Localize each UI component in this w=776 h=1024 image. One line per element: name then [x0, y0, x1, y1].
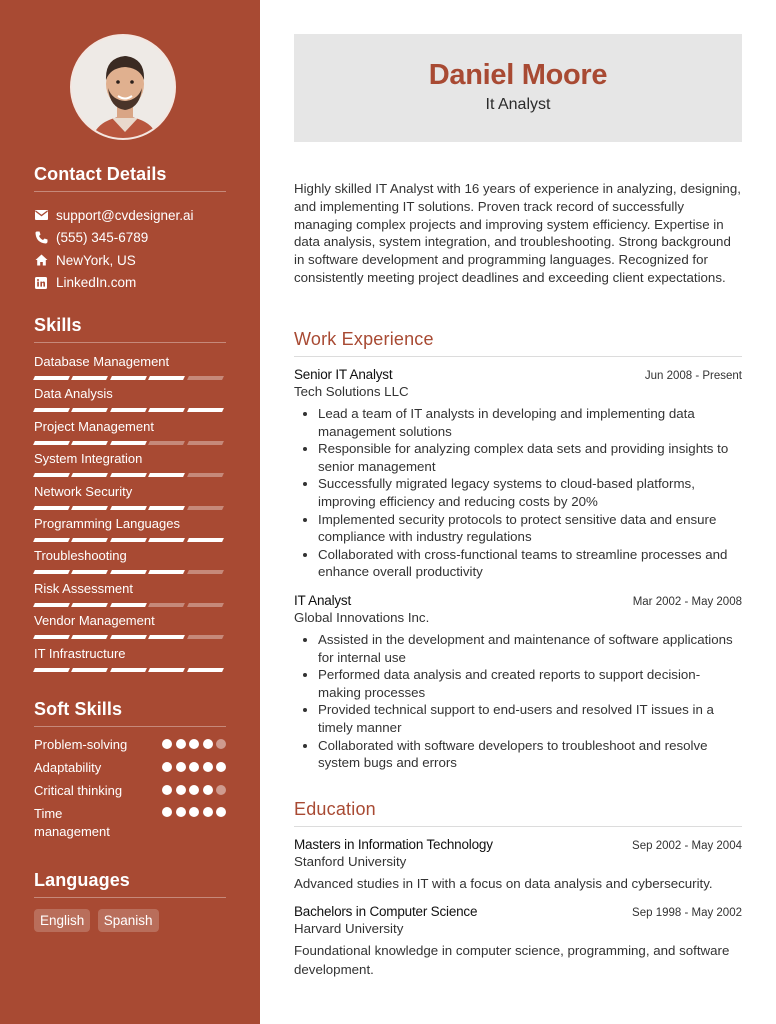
job-title: It Analyst [485, 96, 551, 113]
profile-photo-icon [72, 36, 176, 140]
skill-level-segment [33, 376, 70, 380]
job-dates: Mar 2002 - May 2008 [632, 596, 742, 608]
job-bullet: • Collaborated with software developers to troubleshoot and resolve system bugs and errors [318, 737, 742, 772]
education-dates: Sep 2002 - May 2004 [632, 840, 742, 852]
skill-item [34, 548, 226, 580]
skill-item [34, 484, 226, 516]
rating-dots [162, 783, 226, 806]
language-pill-english: English [34, 909, 90, 932]
skill-level-segment [148, 408, 185, 412]
job-company: Global Innovations Inc. [294, 610, 430, 625]
job-bullet: • Successfully migrated legacy systems to cloud-based platforms, improving efficiency and reducing costs by 20% [318, 475, 742, 510]
rating-dot [189, 762, 199, 772]
linkedin-icon [34, 276, 48, 290]
header-box [294, 34, 742, 142]
skill-label: Vendor Management [34, 613, 155, 629]
job-company: Tech Solutions LLC [294, 384, 409, 399]
skill-level-segment [110, 603, 147, 607]
skill-level-segment [110, 570, 147, 574]
skill-item [34, 386, 226, 418]
skill-level-segment [110, 441, 147, 445]
skill-level-segment [110, 635, 147, 639]
contact-email-text: support@cvdesigner.ai [56, 207, 194, 223]
skill-level-segment [148, 441, 185, 445]
skill-level-segment [187, 473, 224, 477]
skill-level-segment [187, 441, 224, 445]
rating-dot [162, 739, 172, 749]
skill-level-segment [148, 668, 185, 672]
soft-skill-item [34, 805, 226, 845]
soft-skill-label: Adaptability [34, 760, 102, 775]
skill-item [34, 613, 226, 645]
rating-dot [203, 762, 213, 772]
summary-text: Highly skilled IT Analyst with 16 years of experience in analyzing, designing, and implementing IT solutions. Proven track record of successfully managing complex projects and improving system efficiency. Expertise in data analysis, system integration, and troubleshooting. Strong background in software development and programming languages. Recognized for consistently meeting project deadlines and exceeding client expectations. [294, 181, 741, 285]
rating-dot [176, 785, 186, 795]
soft-skill-label: Time management [34, 806, 110, 839]
skill-level-bar [34, 408, 223, 412]
language-pill-spanish: Spanish [98, 909, 159, 932]
skill-level-segment [148, 538, 185, 542]
skill-level-segment [33, 506, 70, 510]
job-bullet: • Responsible for analyzing complex data sets and providing insights to senior management [318, 440, 742, 475]
rating-dot [189, 807, 199, 817]
avatar [70, 34, 176, 140]
rating-dot [203, 807, 213, 817]
home-icon [34, 253, 48, 267]
skill-level-segment [33, 603, 70, 607]
soft-skill-label: Problem-solving [34, 737, 128, 752]
rating-dot [216, 739, 226, 749]
skill-level-segment [33, 538, 70, 542]
skill-level-segment [110, 668, 147, 672]
skill-label: IT Infrastructure [34, 645, 126, 661]
skill-level-bar [34, 603, 223, 607]
rating-dots [162, 737, 226, 760]
skill-level-bar [34, 506, 223, 510]
job-bullets [294, 405, 742, 581]
contact-phone-text: (555) 345-6789 [56, 230, 149, 246]
education-degree: Masters in Information Technology [294, 837, 493, 852]
rating-dot [203, 739, 213, 749]
rating-dots [162, 805, 226, 845]
skill-label: System Integration [34, 451, 143, 467]
skill-level-segment [71, 603, 108, 607]
soft-skills-heading: Soft Skills [34, 699, 226, 727]
soft-skill-label: Critical thinking [34, 782, 123, 798]
skill-level-segment [148, 603, 185, 607]
skill-level-bar [34, 473, 223, 477]
rating-dot [203, 785, 213, 795]
rating-dot [216, 785, 226, 795]
skill-level-segment [71, 538, 108, 542]
job-bullet: • Performed data analysis and created reports to support decision-making processes [318, 666, 742, 701]
skill-label: Database Management [34, 354, 170, 369]
skill-label: Project Management [34, 418, 154, 434]
skill-level-segment [187, 603, 224, 607]
skill-level-bar [34, 538, 223, 542]
education-dates: Sep 1998 - May 2002 [632, 907, 742, 919]
skill-level-segment [33, 635, 70, 639]
skill-level-segment [71, 408, 108, 412]
job-bullet: • Implemented security protocols to protect sensitive data and ensure compliance with industry regulations [318, 511, 742, 546]
skill-item [34, 581, 226, 613]
skill-label: Data Analysis [34, 386, 113, 402]
rating-dot [162, 807, 172, 817]
skill-level-segment [71, 376, 108, 380]
rating-dot [189, 739, 199, 749]
education-entry [294, 904, 742, 979]
skill-level-segment [148, 506, 185, 510]
education-description: Advanced studies in IT with a focus on data analysis and cybersecurity. [294, 876, 713, 891]
skill-level-bar [34, 570, 223, 574]
languages-heading: Languages [34, 870, 226, 898]
job-bullet: • Assisted in the development and maintenance of software applications for internal use [318, 631, 742, 666]
job-entry [294, 593, 742, 772]
soft-skill-item [34, 783, 226, 806]
education-heading: Education [294, 799, 742, 827]
skill-level-segment [71, 473, 108, 477]
skill-level-segment [110, 506, 147, 510]
skill-level-bar [34, 668, 223, 672]
rating-dot [189, 785, 199, 795]
skill-level-segment [187, 538, 224, 542]
skill-level-segment [187, 408, 224, 412]
rating-dot [216, 807, 226, 817]
phone-icon [34, 231, 48, 245]
skill-level-bar [34, 635, 223, 639]
envelope-icon [34, 208, 48, 222]
rating-dot [176, 807, 186, 817]
soft-skill-item [34, 737, 226, 760]
job-entry [294, 367, 742, 581]
skill-level-segment [110, 376, 147, 380]
soft-skill-item [34, 760, 226, 783]
job-bullets [294, 631, 742, 772]
skill-level-segment [33, 570, 70, 574]
skill-level-segment [148, 473, 185, 477]
skill-item [34, 354, 226, 386]
contact-linkedin-text: LinkedIn.com [56, 275, 137, 291]
skill-item [34, 451, 226, 483]
contact-heading: Contact Details [34, 164, 226, 192]
candidate-name: Daniel Moore [428, 59, 608, 91]
job-bullet: • Lead a team of IT analysts in developing and implementing data management solutions [318, 405, 742, 440]
skill-level-segment [187, 668, 224, 672]
skill-level-segment [33, 441, 70, 445]
languages-section [34, 870, 226, 932]
skill-level-bar [34, 376, 223, 380]
skill-label: Programming Languages [34, 515, 180, 531]
job-role: IT Analyst [294, 593, 352, 608]
skill-level-segment [187, 635, 224, 639]
skill-level-segment [71, 441, 108, 445]
education-school: Stanford University [294, 854, 407, 869]
skill-label: Network Security [34, 483, 133, 499]
skill-level-segment [110, 538, 147, 542]
skill-item [34, 646, 226, 678]
skills-section [34, 315, 226, 678]
soft-skills-section [34, 699, 226, 845]
skill-level-segment [33, 408, 70, 412]
contact-email[interactable] [34, 204, 226, 227]
skill-item [34, 516, 226, 548]
skill-level-segment [71, 668, 108, 672]
contact-linkedin[interactable] [34, 272, 226, 295]
job-bullet: • Provided technical support to end-users and resolved IT issues in a timely manner [318, 701, 742, 736]
contact-phone[interactable] [34, 227, 226, 250]
skill-level-segment [187, 570, 224, 574]
skill-level-segment [33, 668, 70, 672]
education-degree: Bachelors in Computer Science [294, 904, 478, 919]
skill-level-segment [187, 506, 224, 510]
skill-level-segment [148, 376, 185, 380]
rating-dot [216, 762, 226, 772]
contact-section [34, 164, 226, 294]
skill-level-segment [71, 635, 108, 639]
skill-level-segment [33, 473, 70, 477]
skill-label: Troubleshooting [34, 548, 127, 564]
work-experience-heading: Work Experience [294, 329, 742, 357]
job-dates: Jun 2008 - Present [644, 370, 742, 382]
skill-level-segment [148, 635, 185, 639]
sidebar [0, 0, 260, 1024]
skill-item [34, 419, 226, 451]
skill-level-bar [34, 441, 223, 445]
skill-level-segment [71, 506, 108, 510]
education-description: Foundational knowledge in computer science, programming, and software development. [294, 943, 730, 977]
education-entry [294, 837, 742, 894]
job-role: Senior IT Analyst [294, 367, 393, 382]
skill-level-segment [110, 408, 147, 412]
rating-dot [176, 762, 186, 772]
rating-dot [162, 762, 172, 772]
job-bullet: • Collaborated with cross-functional teams to streamline processes and enhance overall productivity [318, 546, 742, 581]
rating-dots [162, 760, 226, 783]
skills-heading: Skills [34, 315, 226, 343]
contact-location [34, 249, 226, 272]
skills-list [34, 354, 226, 678]
rating-dot [162, 785, 172, 795]
skill-level-segment [187, 376, 224, 380]
rating-dot [176, 739, 186, 749]
education-school: Harvard University [294, 921, 404, 936]
skill-level-segment [148, 570, 185, 574]
skill-level-segment [110, 473, 147, 477]
skill-level-segment [71, 570, 108, 574]
skill-label: Risk Assessment [34, 580, 133, 596]
contact-location-text: NewYork, US [56, 252, 136, 268]
